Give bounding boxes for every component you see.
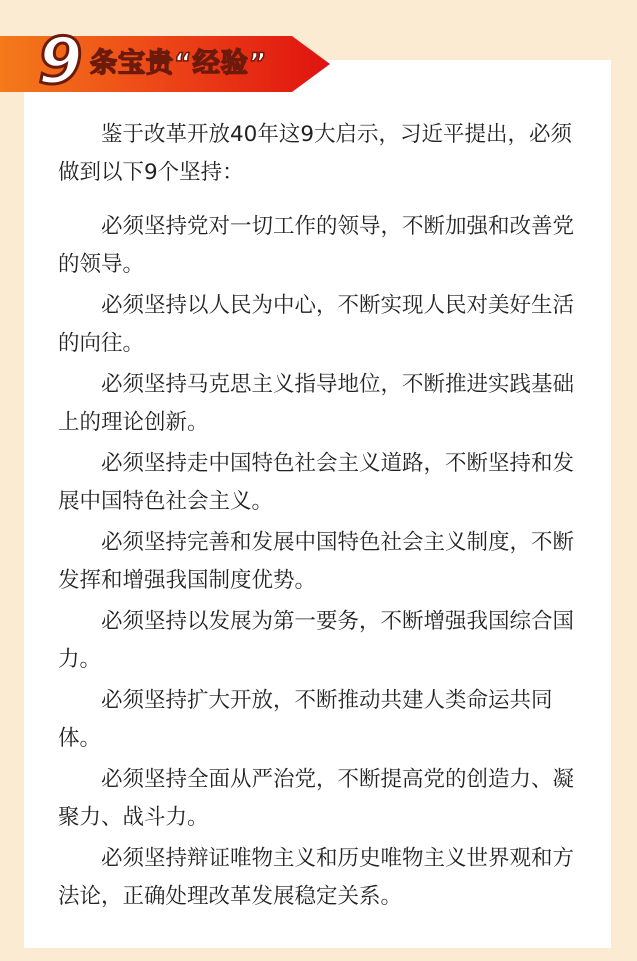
section-number: 9	[38, 25, 83, 99]
list-item: 必须坚持全面从严治党，不断提高党的创造力、凝聚力、战斗力。	[58, 767, 575, 830]
section-title: 条宝贵“经验”	[90, 48, 268, 79]
list-item: 必须坚持完善和发展中国特色社会主义制度，不断发挥和增强我国制度优势。	[58, 530, 575, 593]
list-item: 必须坚持党对一切工作的领导，不断加强和改善党的领导。	[58, 214, 575, 277]
list-item: 必须坚持走中国特色社会主义道路，不断坚持和发展中国特色社会主义。	[58, 451, 575, 514]
list-item: 必须坚持以发展为第一要务，不断增强我国综合国力。	[58, 609, 575, 672]
list-item: 必须坚持以人民为中心，不断实现人民对美好生活的向往。	[58, 293, 575, 356]
list-item: 必须坚持马克思主义指导地位，不断推进实践基础上的理论创新。	[58, 372, 575, 435]
list-item: 必须坚持辩证唯物主义和历史唯物主义世界观和方法论，正确处理改革发展稳定关系。	[58, 846, 575, 909]
intro-paragraph: 鉴于改革开放40年这9大启示，习近平提出，必须做到以下9个坚持：	[58, 122, 573, 185]
article-body	[58, 116, 586, 919]
list-item: 必须坚持扩大开放，不断推动共建人类命运共同体。	[58, 688, 553, 751]
